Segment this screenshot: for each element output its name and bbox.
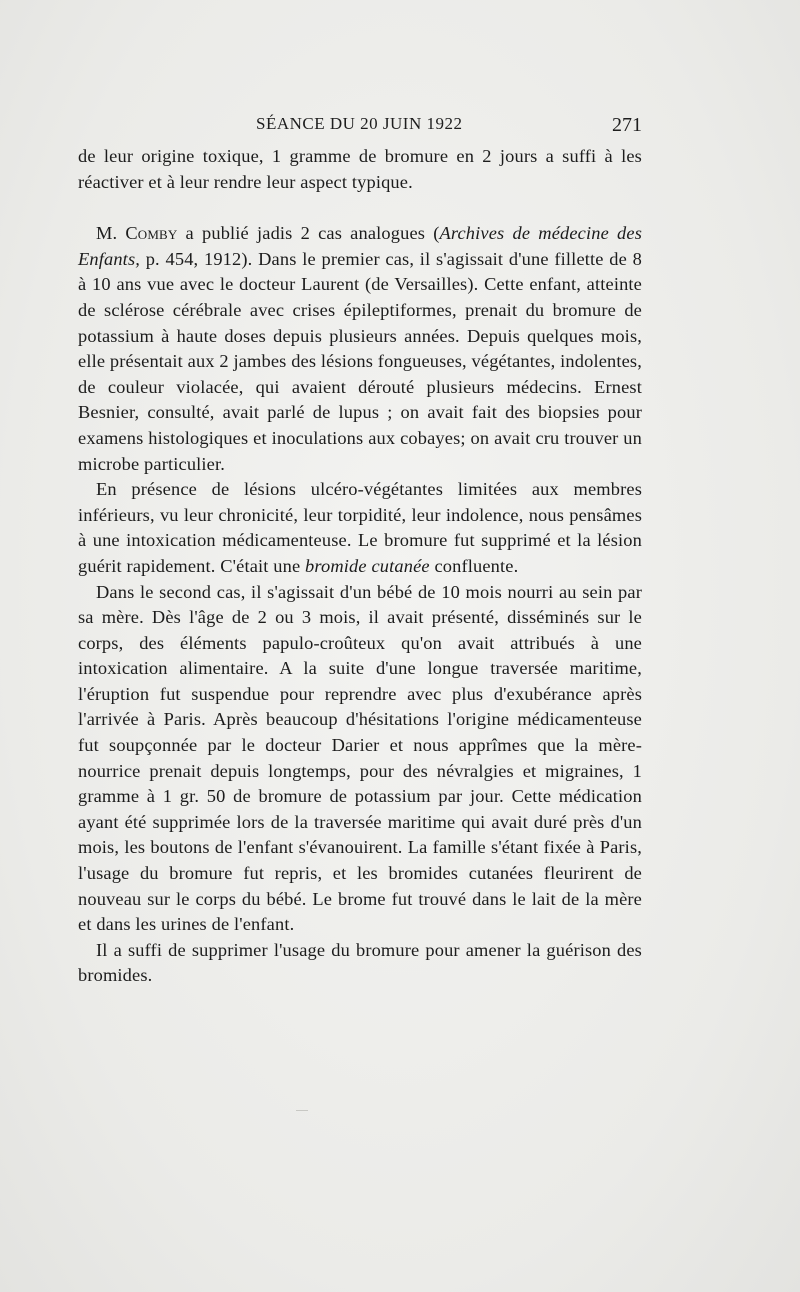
journal-title: Archives de médecine des Enfants, (78, 223, 643, 269)
running-head: SÉANCE DU 20 JUIN 1922 (256, 114, 463, 133)
paragraph-3-text: En présence de lésions ulcéro-végétantes limitées aux membres inférieurs, vu leur chronicité, leur torpidité, leur indolence, nous pensâmes à une intoxication médicamenteuse. Le bromure fut supprimé et la lésion guérit rapidement. C'était une (78, 479, 642, 576)
page-number: 271 (612, 114, 642, 136)
paragraph-2-text-a: a publié jadis 2 cas analogues ( (177, 223, 440, 244)
paragraph-2-text-b: p. 454, 1912). Dans le premier cas, il s'agissait d'une fillette de 8 à 10 ans vue avec le docteur Laurent (de Versailles). Cette enfant, atteinte de sclérose cérébrale avec crises épileptiformes, prenait du bromure de potassium à haute doses depuis plusieurs années. Depuis quelques mois, elle présentait aux 2 jambes des lésions fongueuses, végétantes, indolentes, de couleur violacée, qui avaient dérouté plusieurs médecins. Ernest Besnier, consulté, avait parlé de lupus ; on avait fait des biopsies pour examens histologiques et inoculations aux cobayes; on avait cru trouver un microbe particulier. (78, 248, 642, 474)
paragraph-1: de leur origine toxique, 1 gramme de bromure en 2 jours a suffi à les réactiver et à leur rendre leur aspect typique. (78, 146, 642, 192)
paragraph-2-prefix: M. (96, 223, 126, 244)
paragraph-5: Il a suffi de supprimer l'usage du bromure pour amener la guérison des bromides. (78, 939, 642, 986)
author-name-comby: Comby (125, 223, 178, 244)
paragraph-3-end: confluente. (429, 555, 519, 576)
print-mark (296, 1110, 308, 1111)
paragraph-2 (78, 221, 642, 477)
body-text (78, 144, 642, 989)
paragraph-4: Dans le second cas, il s'agissait d'un bébé de 10 mois nourri au sein par sa mère. Dès l'âge de 2 ou 3 mois, il avait présenté, disséminés sur le corps, des éléments papulo-croûteux qu'on avait attribués à une intoxication alimentaire. A la suite d'une longue traversée maritime, l'éruption fut suspendue pour reprendre avec plus d'exubérance après l'arrivée à Paris. Après beaucoup d'hésitations l'origine médicamenteuse fut soupçonnée par le docteur Darier et nous apprîmes que la mère-nourrice prenait depuis longtemps, pour des névralgies et migraines, 1 gramme à 1 gr. 50 de bromure de potassium par jour. Cette médication ayant été supprimée lors de la traversée maritime qui avait duré près d'un mois, les boutons de l'enfant s'évanouirent. La famille s'étant fixée à Paris, l'usage du bromure fut repris, et les bromides cutanées fleurirent de nouveau sur le corps du bébé. Le brome fut trouvé dans le lait de la mère et dans les urines de l'enfant. (78, 581, 642, 935)
term-bromide-cutanee: bromide cutanée (305, 555, 430, 576)
paragraph-3 (78, 477, 642, 579)
page-header (78, 114, 642, 140)
